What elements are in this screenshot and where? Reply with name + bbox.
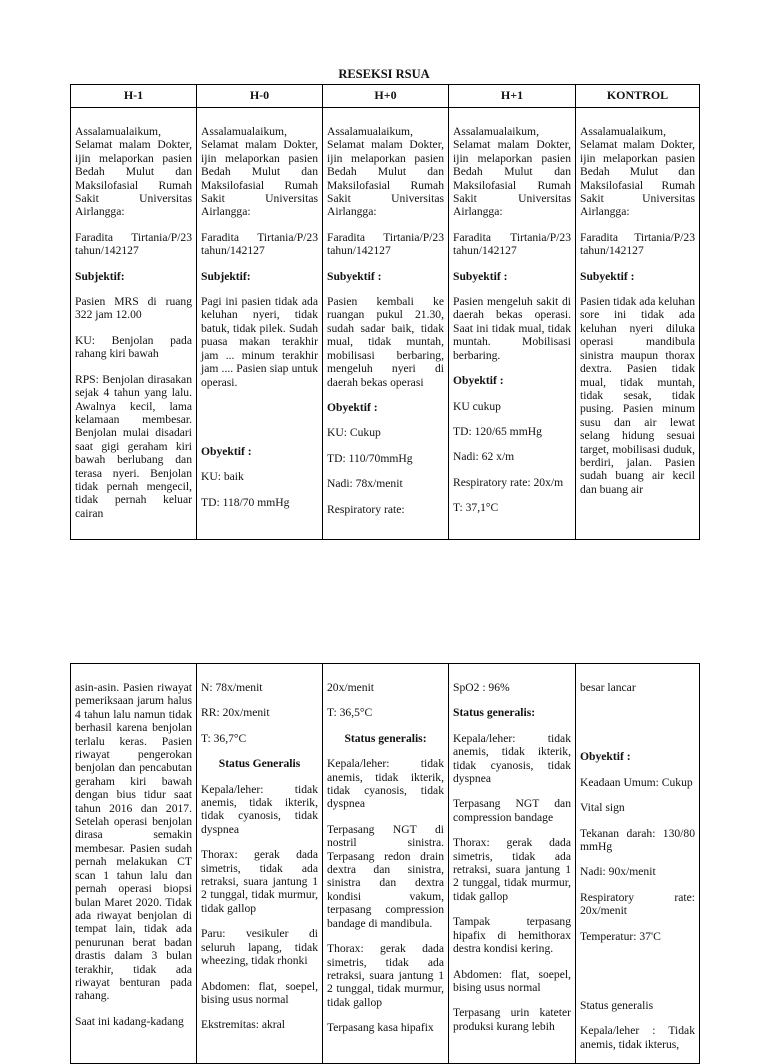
paragraph: TD: 110/70mmHg <box>327 451 413 465</box>
paragraph: RR: 20x/menit <box>201 706 270 720</box>
section-heading: Subyektif : <box>327 269 382 283</box>
paragraph: Assalamualaikum, Selamat malam Dokter, ijin melaporkan pasien Bedah Mulut dan Maksilofasial Rumah Sakit Universitas Airlangga: <box>580 125 695 219</box>
paragraph: Abdomen: flat, soepel, bising usus normal <box>453 967 571 994</box>
paragraph: Faradita Tirtania/P/23 tahun/142127 <box>580 230 695 258</box>
paragraph: Faradita Tirtania/P/23 tahun/142127 <box>75 230 192 258</box>
paragraph: Abdomen: flat, soepel, bising usus normal <box>201 979 318 1006</box>
cell-h-plus-0 <box>323 108 449 540</box>
paragraph: Respiratory rate: 20x/menit <box>580 890 695 918</box>
section-heading: Status Generalis <box>218 757 301 771</box>
document-title: RESEKSI RSUA <box>338 67 430 81</box>
header-row <box>71 85 700 108</box>
paragraph: Respiratory rate: 20x/m <box>453 475 564 489</box>
paragraph: KU: Benjolan pada rahang kiri bawah <box>75 333 192 361</box>
cell-kontrol-cont <box>576 664 700 1064</box>
cell-h-0-cont <box>197 664 323 1064</box>
paragraph: Faradita Tirtania/P/23 tahun/142127 <box>453 230 571 258</box>
paragraph: N: 78x/menit <box>201 681 263 694</box>
paragraph: Assalamualaikum, Selamat malam Dokter, ijin melaporkan pasien Bedah Mulut dan Maksilofasial Rumah Sakit Universitas Airlangga: <box>75 125 192 219</box>
paragraph: KU: baik <box>201 470 244 484</box>
paragraph: Kepala/leher: tidak anemis, tidak ikterik, tidak cyanosis, tidak dyspnea <box>201 782 318 836</box>
paragraph: Terpasang urin kateter produksi kurang lebih <box>453 1006 571 1033</box>
content-row <box>71 108 700 540</box>
section-heading: Subjektif: <box>201 269 251 283</box>
paragraph: Assalamualaikum, Selamat malam Dokter, ijin melaporkan pasien Bedah Mulut dan Maksilofasial Rumah Sakit Universitas Airlangga: <box>327 125 444 219</box>
cell-h-plus-1-cont <box>449 664 576 1064</box>
paragraph: T: 37,1°C <box>453 501 499 515</box>
paragraph: Pasien mengeluh sakit di daerah bekas operasi. Saat ini tidak mual, tidak muntah. Mobilisasi berbaring. <box>453 295 571 362</box>
section-heading: Obyektif : <box>580 750 631 764</box>
paragraph: Keadaan Umum: Cukup <box>580 775 693 789</box>
section-heading: Subjektif: <box>75 269 125 283</box>
paragraph: Pasien MRS di ruang 322 jam 12.00 <box>75 295 192 322</box>
paragraph: besar lancar <box>580 681 636 694</box>
paragraph: Tampak terpasang hipafix di hemithorax destra kondisi kering. <box>453 915 571 956</box>
paragraph: Pagi ini pasien tidak ada keluhan nyeri, tidak batuk, tidak pilek. Sudah puasa makan terakhir jam ... minum terakhir jam .... Pasien siap untuk operasi. <box>201 295 318 389</box>
paragraph: Pasien kembali ke ruangan pukul 21.30, sudah sadar baik, tidak mual, tidak muntah, mobilisasi berbaring, mengeluh nyeri di daerah bekas operasi <box>327 295 444 389</box>
paragraph: Kepala/leher: tidak anemis, tidak ikterik, tidak cyanosis, tidak dyspnea <box>453 731 571 786</box>
paragraph: Kepala/leher : Tidak anemis, tidak ikterus, <box>580 1024 695 1051</box>
section-heading: Obyektif : <box>453 374 504 388</box>
paragraph: Vital sign <box>580 801 625 815</box>
paragraph: Nadi: 62 x/m <box>453 450 515 464</box>
paragraph: Paru: vesikuler di seluruh lapang, tidak wheezing, tidak rhonki <box>201 927 318 968</box>
paragraph: Faradita Tirtania/P/23 tahun/142127 <box>201 230 318 258</box>
paragraph: Terpasang NGT dan compression bandage <box>453 797 571 824</box>
cell-h-plus-0-cont <box>323 664 449 1064</box>
paragraph: Ekstremitas: akral <box>201 1018 286 1032</box>
section-heading: Subyektif : <box>453 269 508 283</box>
paragraph: Temperatur: 37'C <box>580 929 661 943</box>
paragraph: Saat ini kadang-kadang <box>75 1014 184 1028</box>
report-table-page-1 <box>70 84 700 540</box>
paragraph: T: 36,7°C <box>201 731 247 745</box>
paragraph: Respiratory rate: <box>327 502 405 516</box>
paragraph: Tekanan darah: 130/80 mmHg <box>580 826 695 854</box>
paragraph: Thorax: gerak dada simetris, tidak ada retraksi, suara jantung 1 2 tunggal, tidak murmur, tidak gallop <box>201 848 318 915</box>
cell-h-0 <box>197 108 323 540</box>
paragraph: KU: Cukup <box>327 426 381 440</box>
paragraph: Assalamualaikum, Selamat malam Dokter, ijin melaporkan pasien Bedah Mulut dan Maksilofasial Rumah Sakit Universitas Airlangga: <box>201 125 318 219</box>
content-row <box>71 664 700 1064</box>
section-heading: Subyektif : <box>580 269 635 283</box>
report-table-page-2 <box>70 663 700 1064</box>
paragraph: Assalamualaikum, Selamat malam Dokter, ijin melaporkan pasien Bedah Mulut dan Maksilofasial Rumah Sakit Universitas Airlangga: <box>453 125 571 219</box>
cell-h-minus-1 <box>71 108 197 540</box>
paragraph: Pasien tidak ada keluhan sore ini tidak ada keluhan nyeri diluka operasi mandibula sinistra maupun thorax dextra. Pasien tidak mual, tidak muntah, tidak sesak, tidak pusing. Pasien minum susu dan air lewat selang hidung sesuai target, mobilisasi duduk, berdiri, jalan. Pasien sudah buang air kecil dan buang air <box>580 295 695 496</box>
paragraph: Thorax: gerak dada simetris, tidak ada retraksi, suara jantung 1 2 tunggal, tidak murmur, tidak gallop <box>327 942 444 1009</box>
header-h-0: H-0 <box>197 85 323 108</box>
paragraph: KU cukup <box>453 399 501 413</box>
cell-h-minus-1-cont <box>71 664 197 1064</box>
paragraph: Thorax: gerak dada simetris, tidak ada retraksi, suara jantung 1 2 tunggal, tidak murmur, tidak gallop <box>453 836 571 903</box>
paragraph: Nadi: 78x/menit <box>327 477 403 491</box>
paragraph: TD: 118/70 mmHg <box>201 495 290 509</box>
paragraph: 20x/menit <box>327 681 375 694</box>
section-heading: Obyektif : <box>327 400 378 414</box>
paragraph: SpO2 : 96% <box>453 681 510 694</box>
header-h-plus-0: H+0 <box>323 85 449 108</box>
header-kontrol: KONTROL <box>576 85 700 108</box>
paragraph: asin-asin. Pasien riwayat pemeriksaan jarum halus 4 tahun lalu namun tidak berhasil karena benjolan terlalu keras. Pasien riwayat pengerokan benjolan dan pencabutan geraham kiri bawah dengan bius tidur saat tahun 2016 dan 2017. Setelah operasi benjolan dirasa semakin membesar. Pasien sudah pernah melakukan CT scan 1 tahun lalu dan pernah operasi biopsi bulan Maret 2020. Tidak ada riwayat benjolan di tempat lain, tidak ada penurunan berat badan drastis dalam 3 bulan terakhir, tidak ada riwayat benturan pada rahang. <box>75 681 192 1003</box>
section-heading: Status generalis: <box>344 731 427 745</box>
paragraph: Terpasang kasa hipafix <box>327 1021 434 1035</box>
paragraph: Kepala/leher: tidak anemis, tidak ikterik, tidak cyanosis, tidak dyspnea <box>327 757 444 811</box>
paragraph: T: 36,5°C <box>327 706 373 720</box>
cell-h-plus-1 <box>449 108 576 540</box>
paragraph: RPS: Benjolan dirasakan sejak 4 tahun yang lalu. Awalnya kecil, lama kelamaan membesar. Benjolan mulai disadari saat gigi geraham kiri bawah berlubang dan terasa nyeri. Benjolan tidak pernah mengecil, tidak pernah keluar cairan <box>75 372 192 520</box>
header-h-plus-1: H+1 <box>449 85 576 108</box>
section-heading: Status generalis: <box>453 706 536 720</box>
header-h-minus-1: H-1 <box>71 85 197 108</box>
cell-kontrol <box>576 108 700 540</box>
paragraph: Faradita Tirtania/P/23 tahun/142127 <box>327 230 444 258</box>
paragraph: Nadi: 90x/menit <box>580 865 656 879</box>
paragraph: Terpasang NGT di nostril sinistra. Terpasang redon drain dextra dan sinistra, sinistra dan dextra kondisi vakum, terpasang compression bandage di mandibula. <box>327 822 444 930</box>
section-heading: Obyektif : <box>201 444 252 458</box>
paragraph: Status generalis <box>580 999 654 1013</box>
paragraph: TD: 120/65 mmHg <box>453 424 542 438</box>
